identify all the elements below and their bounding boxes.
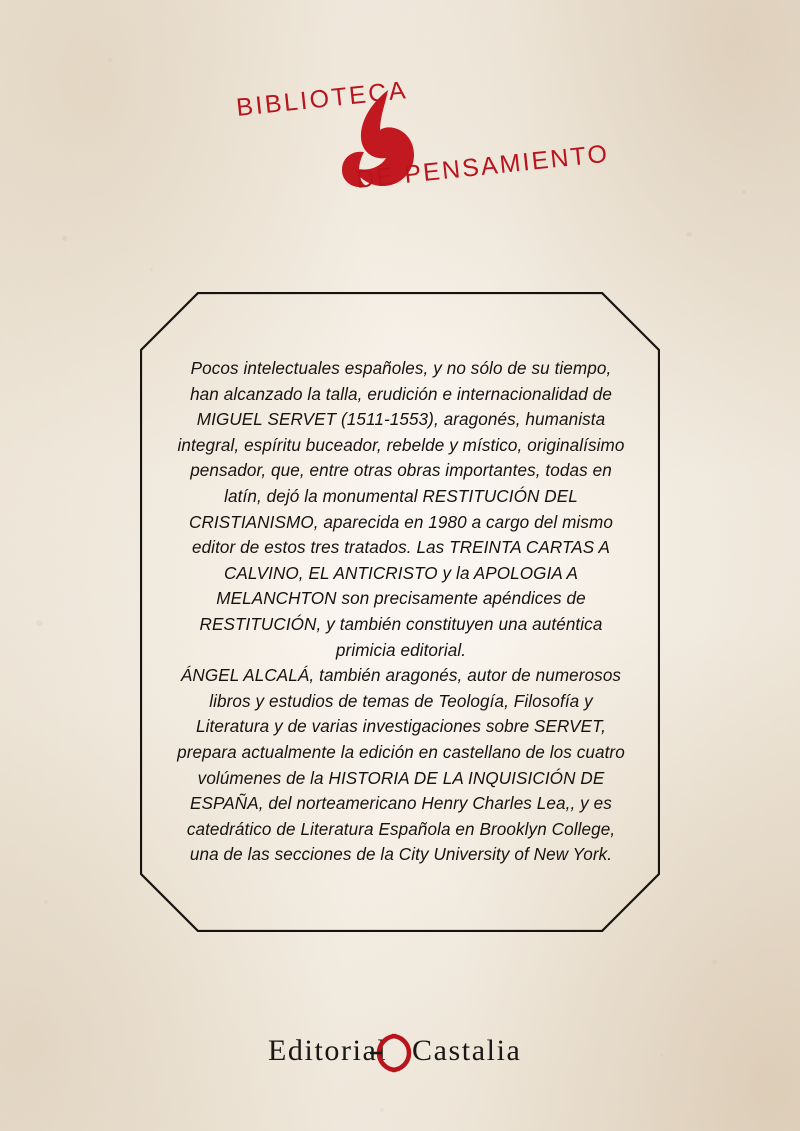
paper-speck	[62, 236, 67, 241]
blurb-text	[176, 356, 626, 868]
publisher-name-first: Editorial	[268, 1034, 388, 1067]
collection-title-line1: BIBLIOTECA	[234, 76, 410, 123]
paper-speck	[150, 268, 153, 271]
blurb-paragraph-1: Pocos intelectuales españoles, y no sólo de su tiempo, han alcanzado la talla, erudición e internacionalidad de MIGUEL SERVET (1511-1553), aragonés, humanista integral, espíritu buceador, rebelde y místico, originalísimo pensador, que, entre otras obras importantes, todas en latín, dejó la monumental RESTITUCIÓN DEL CRISTIANISMO, aparecida en 1980 a cargo del mismo editor de estos tres tratados. Las TREINTA CARTAS A CALVINO, EL ANTICRISTO y la APOLOGIA A MELANCHTON son precisamente apéndices de RESTITUCIÓN, y también constituyen una auténtica primicia editorial.	[177, 359, 625, 660]
paper-speck	[44, 900, 48, 904]
paper-speck	[380, 1108, 384, 1112]
castalia-double-c-icon	[370, 1030, 418, 1076]
publisher-imprint	[0, 1022, 800, 1092]
blurb-paragraph-2: ÁNGEL ALCALÁ, también aragonés, autor de numerosos libros y estudios de temas de Teología, Filosofía y Literatura y de varias investigaciones sobre SERVET, prepara actualmente la edición en castellano de los cuatro volúmenes de la HISTORIA DE LA INQUISICIÓN DE ESPAÑA, del norteamericano Henry Charles Lea,, y es catedrático de Literatura Española en Brooklyn College, una de las secciones de la City University of New York.	[177, 666, 625, 865]
paper-speck	[686, 232, 692, 237]
publisher-name-second: Castalia	[412, 1034, 522, 1067]
paper-speck	[108, 58, 112, 62]
blurb-panel	[140, 292, 660, 932]
collection-logo	[0, 78, 800, 228]
collection-title-line2: DE PENSAMIENTO	[354, 139, 611, 195]
paper-speck	[712, 960, 717, 964]
paper-speck	[36, 620, 43, 626]
